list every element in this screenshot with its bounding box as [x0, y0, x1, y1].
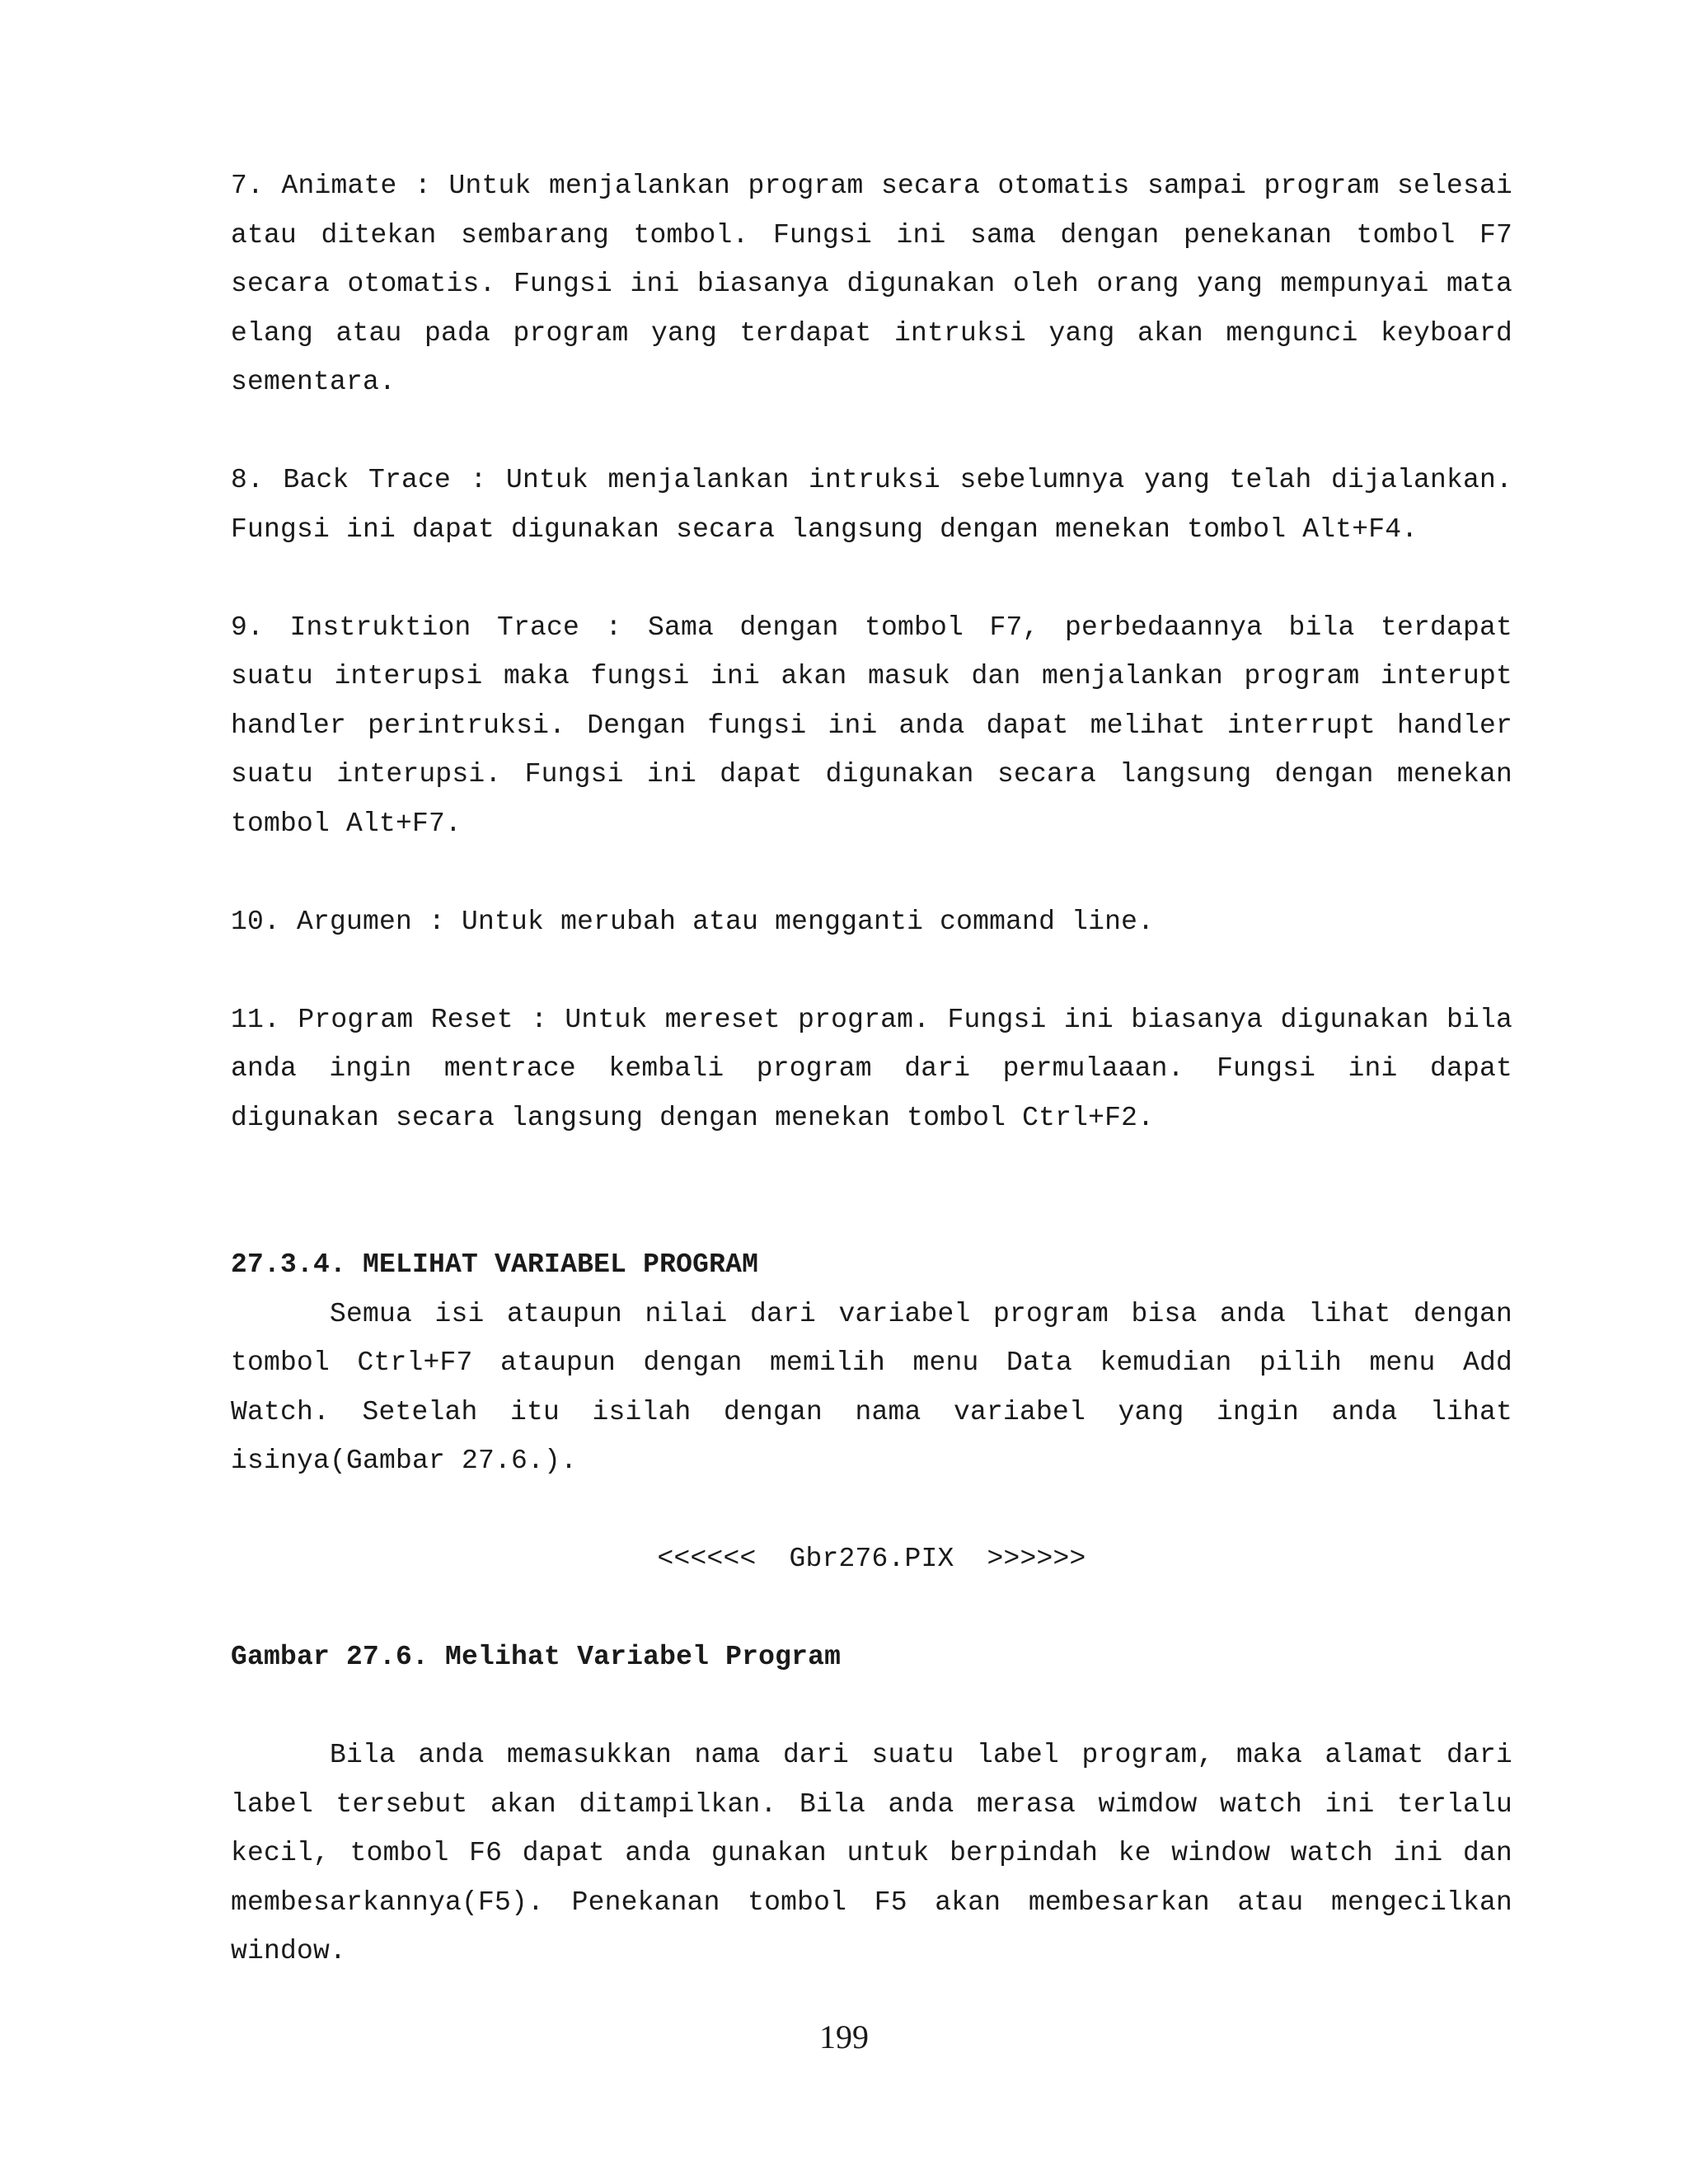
- figure-placeholder: <<<<<< Gbr276.PIX >>>>>>: [657, 1544, 1086, 1574]
- figure-caption: Gambar 27.6. Melihat Variabel Program: [231, 1642, 842, 1672]
- list-item-program-reset: 11. Program Reset : Untuk mereset program. Fungsi ini biasanya digunakan bila anda ingin mentrace kembali program dari permulaaan. Fungsi ini dapat digunakan secara langsung dengan menekan tombol Ctrl+F2.: [231, 1004, 1512, 1133]
- section-paragraph: Semua isi ataupun nilai dari variabel program bisa anda lihat dengan tombol Ctrl+F7 ataupun dengan memilih menu Data kemudian pilih menu Add Watch. Setelah itu isilah dengan nama variabel yang ingin anda lihat isinya(Gambar 27.6.).: [231, 1298, 1512, 1476]
- spacer: [231, 554, 1512, 603]
- list-item-instruktion-trace: 9. Instruktion Trace : Sama dengan tombol F7, perbedaannya bila terdapat suatu interupsi maka fungsi ini akan masuk dan menjalankan program interupt handler perintruksi. Dengan fungsi ini anda dapat melihat interrupt handler suatu interupsi. Fungsi ini dapat digunakan secara langsung dengan menekan tombol Alt+F7.: [231, 612, 1512, 839]
- spacer: [231, 946, 1512, 996]
- page-content: [231, 162, 1512, 1976]
- spacer: [231, 848, 1512, 898]
- spacer: [231, 1486, 1512, 1535]
- closing-paragraph: Bila anda memasukkan nama dari suatu label program, maka alamat dari label tersebut akan ditampilkan. Bila anda merasa wimdow watch ini terlalu kecil, tombol F6 dapat anda gunakan untuk berpindah ke window watch ini dan membesarkannya(F5). Penekanan tombol F5 akan membesarkan atau mengecilkan window.: [231, 1740, 1512, 1966]
- spacer: [231, 407, 1512, 457]
- spacer: [231, 1682, 1512, 1732]
- list-item-argumen: 10. Argumen : Untuk merubah atau mengganti command line.: [231, 906, 1155, 937]
- list-item-back-trace: 8. Back Trace : Untuk menjalankan intruksi sebelumnya yang telah dijalankan. Fungsi ini dapat digunakan secara langsung dengan menekan tombol Alt+F4.: [231, 465, 1512, 545]
- spacer: [231, 1142, 1512, 1240]
- spacer: [231, 1584, 1512, 1633]
- page-number: 199: [819, 2018, 869, 2055]
- list-item-animate: 7. Animate : Untuk menjalankan program secara otomatis sampai program selesai atau ditekan sembarang tombol. Fungsi ini sama dengan penekanan tombol F7 secara otomatis. Fungsi ini biasanya digunakan oleh orang yang mempunyai mata elang atau pada program yang terdapat intruksi yang akan mengunci keyboard sementara.: [231, 171, 1512, 397]
- section-heading: 27.3.4. MELIHAT VARIABEL PROGRAM: [231, 1249, 759, 1280]
